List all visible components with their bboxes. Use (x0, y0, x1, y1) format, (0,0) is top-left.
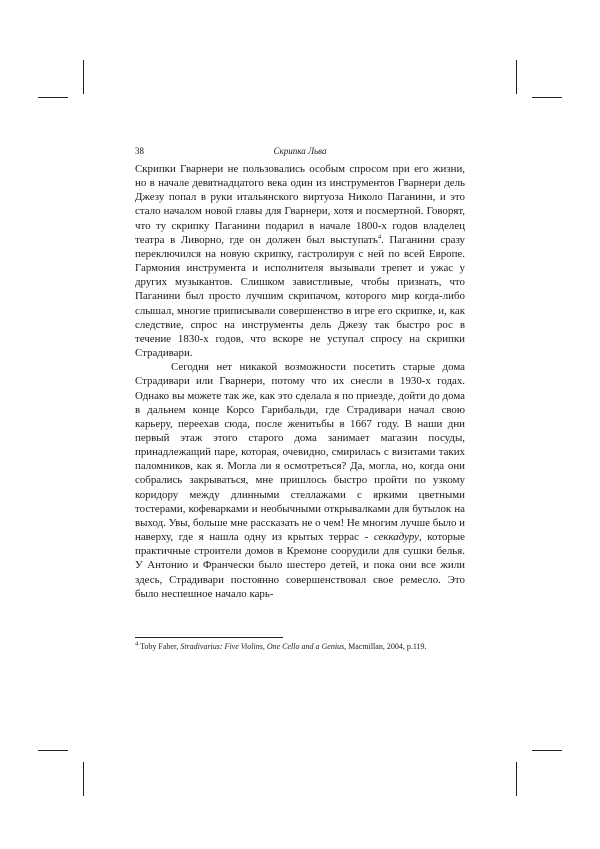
page-header (135, 146, 465, 162)
crop-mark (516, 60, 517, 94)
crop-mark (83, 60, 84, 94)
italic-term: секкадуру (373, 531, 419, 544)
paragraph-text: Сегодня нет никакой возможности посетить старые дома Страдивари или Гварнери, потому что их снесли в 1930-х годах. Однако вы можете так же, как это сделала я по приезде, дойти до дома в дальнем конце Корсо Гарибальди, где Страдивари начал свою карьеру, переехав сюда, после женитьбы в 1667 году. В наши дни первый этаж этого старого дома занимает магазин посуды, принадлежащий паре, которая, очевидно, смирилась с визитами таких паломников, как я. Могла ли я осмотреться? Да, могла, но, когда они собрались закрываться, мне пришлось быстро пройти по узкому коридору между длинными стеллажами с яркими цветными тостерами, кофеварками и необычными открывалками для бутылок на выход. Увы, больше мне рассказать не о чем! Не многим лучше было и наверху, где я нашла одну из крытых террас - (135, 361, 465, 544)
footnote-divider (135, 637, 283, 638)
paragraph (135, 162, 465, 360)
page-number: 38 (135, 146, 144, 156)
paragraph-text: , которые практичные строители домов в Кремоне соорудили для сушки белья. У Антонио и Франчески было шестеро детей, и пока они все жили здесь, Страдивари постоянно совершенствовал свое ремесло. Это было неспешное начало карь- (135, 531, 465, 600)
crop-mark (532, 97, 562, 98)
footnote-author: Toby Faber, (138, 642, 181, 651)
paragraph-text: Скрипки Гварнери не пользовались особым спросом при его жизни, но в начале девятнадцатого века один из инструментов Гварнери дель Джезу попал в руки итальянского виртуоза Николо Паганини, и это стало началом новой главы для Гварнери, хотя и посмертной. Говорят, что ту скрипку Паганини подарил в начале 1800-х годов владелец театра в Ливорно, где он должен был выступать (135, 163, 465, 246)
body-text (135, 162, 465, 601)
footnote (135, 641, 465, 652)
paragraph (135, 360, 465, 601)
crop-mark (38, 97, 68, 98)
crop-mark (83, 762, 84, 796)
crop-mark (532, 750, 562, 751)
crop-mark (38, 750, 68, 751)
footnote-details: , Macmillan, 2004, p.119. (344, 642, 427, 651)
running-title: Скрипка Льва (273, 146, 327, 156)
crop-mark (516, 762, 517, 796)
footnote-ref[interactable]: 4 (377, 233, 382, 241)
footnote-book-title: Stradivarius: Five Violins, One Cello and a Genius (180, 642, 345, 651)
paragraph-text: . Паганини сразу переключился на новую скрипку, гастролируя с ней по всей Европе. Гармония инструмента и исполнителя вызывали трепет и ужас у других музыкантов. Слишком завистливые, чтобы признать, что Паганини был просто лучшим скрипачом, которого мир когда-либо слышал, многие приписывали совершенство в игре его скрипке, и, как следствие, спрос на инструменты дель Джезу так быстро рос в течение 1830-х годов, что вскоре не уступал спросу на скрипки Страдивари. (135, 233, 465, 360)
footnote-number: 4 (135, 640, 139, 648)
